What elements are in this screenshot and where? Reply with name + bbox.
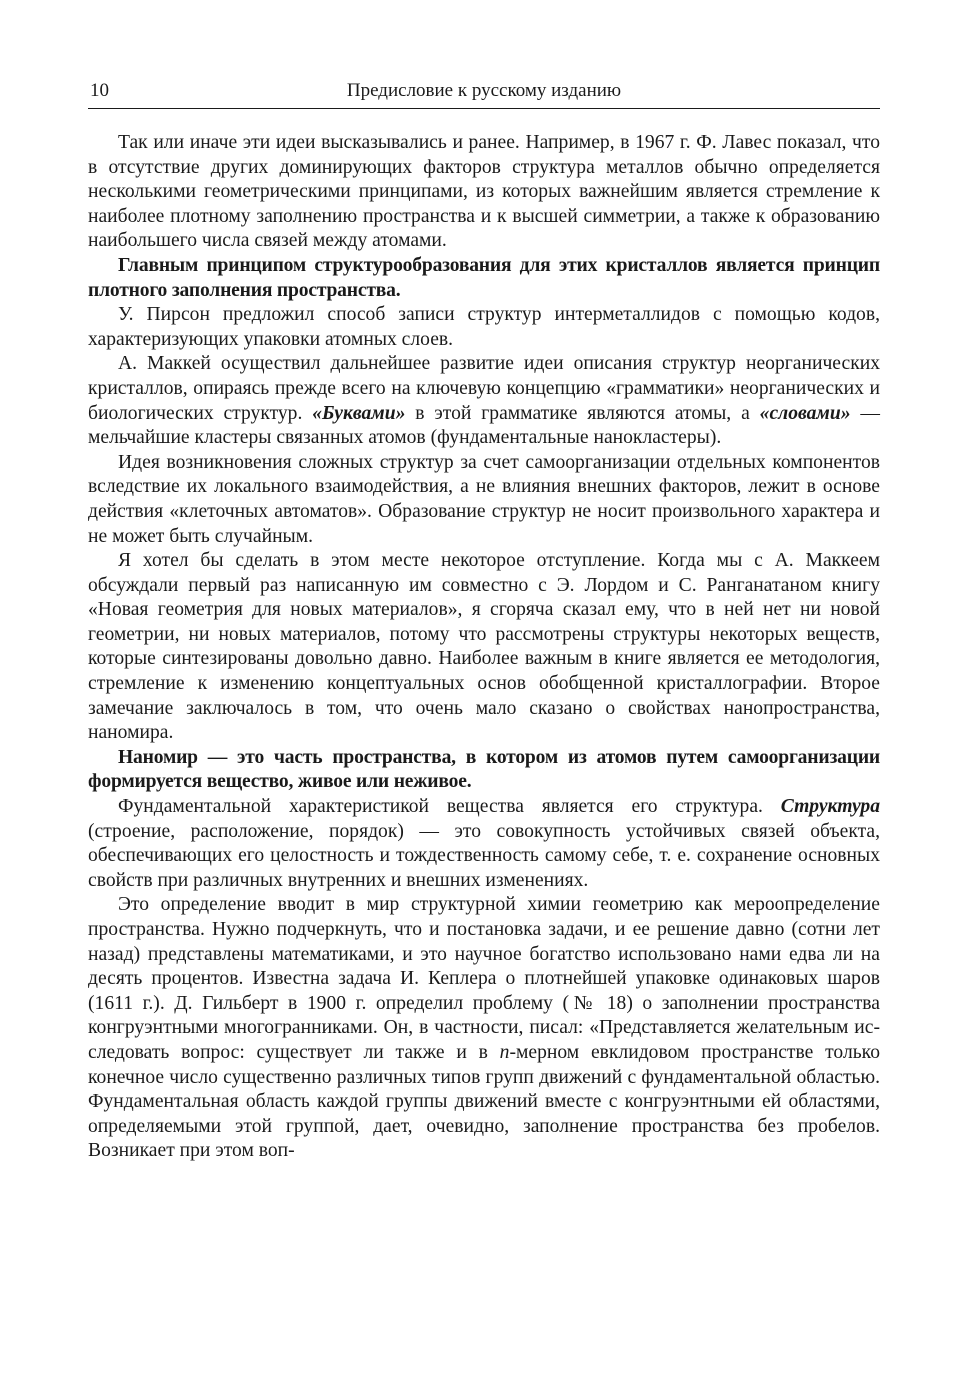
- paragraph: [88, 795, 880, 893]
- paragraph: Я хотел бы сделать в этом месте некоторое отступление. Когда мы с А. Маккеем обсуждали первый раз написанную им совместно с Э. Лордом и С. Ранганатаном книгу «Новая геометрия для новых материалов», я сгоряча сказал ему, что в ней нет ни новой геометрии, ни новых материалов, потому что рассмотрены структуры некоторых веществ, которые синтезированы довольно давно. Наиболее важным в книге является ее методология, стремление к изменению концептуальных основ обобщенной кристаллографии. Второе замечание заключалось в том, что очень мало сказано о свойствах нанопространства, наномира.: [88, 550, 880, 744]
- text-run: -мерном евклидовом пространстве только конечное число существенно различных типов групп движений с фундаментальной областью. Фундаментальная область каждой группы движений вместе с конгруэнтными ей областями, определяемыми этой группой, дает, очевидно, заполнение пространства без пробелов. Возникает при этом воп-: [88, 1041, 880, 1162]
- math-variable: n: [499, 1041, 510, 1063]
- bold-statement: Главным принципом структурообразования для этих кристаллов является принцип плотного заполнения пространства.: [88, 254, 880, 301]
- paragraph: Идея возникновения сложных структур за счет самоорганизации отдельных компонентов вследствие их локального взаимодействия, а не влияния внешних факторов, лежит в основе действия «клеточных автоматов». Образование структур не носит произвольного характера и не может быть случайным.: [88, 451, 880, 547]
- emphasis-term: Структура: [780, 796, 880, 818]
- paragraph: [88, 893, 880, 1164]
- emphasis: «Буквами»: [312, 402, 406, 424]
- paragraph: Так или иначе эти идеи высказывались и ранее. Например, в 1967 г. Ф. Лавес показал, что в отсутствие других доминирующих факторов структура металлов обычно определяется несколькими геометрическими принципами, из которых важнейшим является стремление к наиболее плотному заполнению пространства и к высшей симметрии, а также к образованию наибольшего числа связей между атомами.: [88, 132, 880, 252]
- text-run: — мельчайшие кластеры связанных атомов (фундаментальные нанокластеры).: [88, 402, 880, 449]
- page-body: [88, 109, 880, 1164]
- running-title: Предисловие к русскому изданию: [346, 80, 622, 101]
- text-run: Фундаментальной характеристикой вещества является его структура.: [118, 796, 781, 818]
- bold-statement: Наномир — это часть пространства, в котором из атомов путем самоорганизации формируется вещество, живое или неживое.: [88, 746, 880, 793]
- paragraph: [88, 352, 880, 450]
- book-page: [88, 76, 880, 1164]
- emphasis: «словами»: [759, 402, 851, 424]
- page-number: 10: [90, 80, 109, 101]
- page-header: [88, 76, 880, 109]
- paragraph: У. Пирсон предложил способ записи структур интерметаллидов с помощью кодов, характеризующих упаковки атомных слоев.: [88, 304, 880, 350]
- text-run: Это определение вводит в мир структурной химии геометрию как мероопределение пространства. Нужно подчеркнуть, что и постановка задачи, и ее решение давно (сотни лет назад) представлены математиками, и это научное богатство использовано нами едва ли на десять процентов. Известна задача И. Кеплера о плотнейшей упаковке одинаковых шаров (1611 г.). Д. Гильберт в 1900 г. определил проблему (№ 18) о заполнении пространства конгруэнтными многогранниками. Он, в частности, писал: «Представляется желательным исследовать вопрос: существует ли также и в: [88, 894, 880, 1063]
- text-run: в этой грамматике являются атомы, а: [405, 402, 760, 424]
- text-run: А. Маккей осуществил дальнейшее развитие идеи описания структур неорганических кристаллов, опираясь прежде всего на ключевую концепцию «грамматики» неорганических и биологических структур.: [88, 353, 880, 424]
- text-run: (строение, расположение, порядок) — это совокупность устойчивых связей объекта, обеспечивающих его целостность и тождественность самому себе, т. е. сохранение основных свойств при различных внутренних и внешних изменениях.: [88, 820, 880, 891]
